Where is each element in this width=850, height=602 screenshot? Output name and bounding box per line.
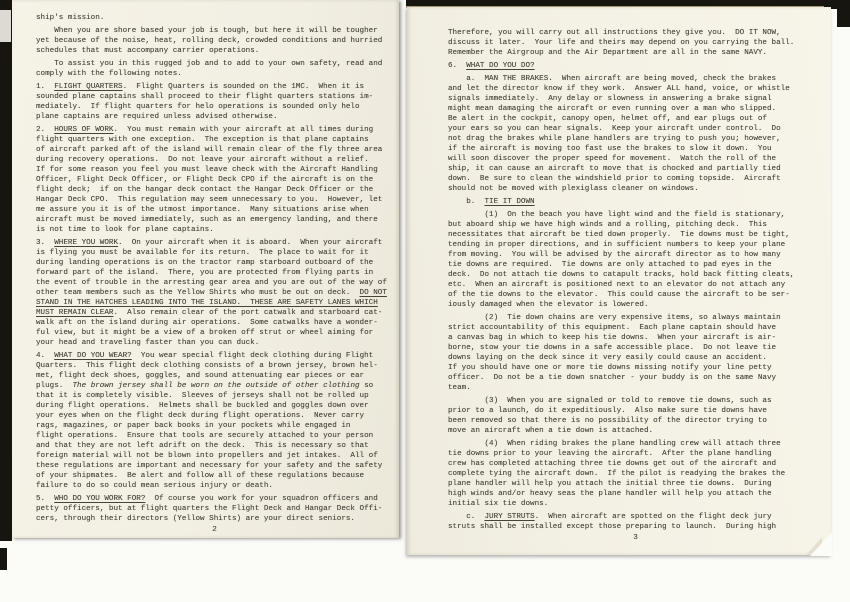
text-line: but aboard ship we have high winds and a rolling, pitching deck. This <box>448 221 767 229</box>
text-line: flight operations. Ensure that tools are securely attached to your person <box>36 432 374 440</box>
underlined-text: DO NOT <box>359 289 387 297</box>
text-line: if the aircraft is moving too fast use the brakes to slow it down. You <box>448 145 772 153</box>
text-line: prior to a launch, do it expeditiously. Also make sure tie downs have <box>448 407 767 415</box>
text-line: these regulations are important and necessary for your safety and the safety <box>36 462 383 470</box>
text-line: If for some reason you feel you must leave check with the Aircraft Handling <box>36 166 378 174</box>
text-line: plane handler will help you attach the initial three tie downs. During <box>448 480 772 488</box>
text-line: etc. When an aircraft is positioned next to an elevator do not attach any <box>448 281 786 289</box>
text-line: 5. WHO DO YOU WORK FOR? Of course you work for your squadron officers and <box>36 495 378 503</box>
page-number: 2 <box>212 526 217 534</box>
text-line: necessitates that aircraft be tied down properly. Tie downs must be tight, <box>448 231 790 239</box>
text-line: plane captains are required unless advised otherwise. <box>36 113 278 121</box>
text-line: and that they are not left adrift on the deck. This is necessary so that <box>36 442 369 450</box>
underlined-text: MUST REMAIN CLEAR <box>36 309 114 317</box>
underlined-text: WHAT DO YOU DO? <box>466 62 535 70</box>
text-line: tending in proper directions, and in sufficient numbers to keep your plane <box>448 241 786 249</box>
text-line: initial six tie downs. <box>448 500 549 508</box>
underlined-text: WHAT DO YOU WEAR? <box>54 352 132 360</box>
text-line: 2. HOURS OF WORK. You must remain with your aircraft at all times during <box>36 126 374 134</box>
scan-edge-left-notch <box>0 10 11 42</box>
text-line: cers, through their directors (Yellow Shirts) are your direct seniors. <box>36 515 355 523</box>
text-line: should not be moved with plexiglass cleaner on windows. <box>448 185 699 193</box>
text-line: from moving. You will be advised by the aircraft director as to how many <box>448 251 781 259</box>
text-line: iously damaged when the elevator is lowered. <box>448 301 649 309</box>
underlined-text: TIE IT DOWN <box>484 198 535 206</box>
text-line: 1. FLIGHT QUARTERS. Flight Quarters is sounded on the 1MC. When it is <box>36 83 365 91</box>
text-line: 6. WHAT DO YOU DO? <box>448 62 535 70</box>
text-line: To assist you in this rugged job and to add to your own safety, read and <box>36 60 383 68</box>
text-line <box>36 298 393 308</box>
text-line: Hangar Deck CPO. This regulation may seem unnecessary to you. However, let <box>36 196 383 204</box>
text-line: might mean damaging the aircraft or even running over a man who slipped. <box>448 105 777 113</box>
underlined-text: WHO DO YOU WORK FOR? <box>54 495 146 503</box>
text-line: other team members such as the Yellow Shirts who must be out on deck. DO NOT <box>36 289 387 297</box>
left-page-text <box>36 13 393 535</box>
text-line: ship's mission. <box>36 14 105 22</box>
text-line: Officer, Flight Deck Officer, or Flight Deck CPO if the aircraft is on the <box>36 176 374 184</box>
underlined-text: WHERE YOU WORK <box>54 239 119 247</box>
text-line: during landing operations is on the tractor ramp starboard outboard of the <box>36 259 374 267</box>
text-line: a. MAN THE BRAKES. When aircraft are being moved, check the brakes <box>448 75 777 83</box>
text-line: b. TIE IT DOWN <box>448 198 535 206</box>
text-line: crew has completed attaching three tie downs get out of the aircraft and <box>448 460 777 468</box>
text-line: downs laying on the deck since it very easily could cause an accident. <box>448 354 767 362</box>
text-line: signals immediately. Any delay or slowness in answering a brake signal <box>448 95 772 103</box>
text-line: will soon discover the proper speed for movement. Watch the roll of the <box>448 155 777 163</box>
underlined-text: FLIGHT QUARTERS <box>54 83 123 91</box>
right-page-text <box>448 28 823 543</box>
text-line: that it is completely visible. Sleeves of jerseys shall not be rolled up <box>36 392 369 400</box>
italic-text: The brown jersey shall be worn on the outside of other clothing <box>72 382 360 390</box>
text-line: been removed so that there is no possibility of the director trying to <box>448 417 767 425</box>
text-line: strict accountability of this equipment. Each plane captain should have <box>448 324 777 332</box>
text-line: MUST REMAIN CLEAR. Also remain clear of the port catwalk and starboard cat- <box>36 309 383 317</box>
text-line: walk aft on the island during air operations. Some catwalks have a wonder- <box>36 319 378 327</box>
text-line: high winds and/or heavy seas the plane handler will help you attach the <box>448 490 772 498</box>
text-line: ful view, but it might be a view of a broken off strut or wheel aiming for <box>36 329 374 337</box>
underlined-text: JURY STRUTS <box>484 513 535 521</box>
text-line: a canvas bag in which to keep his tie downs. When your aircraft is air- <box>448 334 777 342</box>
text-line: If you should have one or more tie downs missing notify your line petty <box>448 364 772 372</box>
text-line: 4. WHAT DO YOU WEAR? You wear special flight deck clothing during Flight <box>36 352 374 360</box>
text-line: your eyes when on the flight deck during flight operations. Never carry <box>36 412 365 420</box>
text-line: and let the director know if they work. Answer ALL hand, voice, or whistle <box>448 85 790 93</box>
text-line: your ears so you can hear signals. Keep your aircraft under control. Do <box>448 125 781 133</box>
text-line: flight deck; if on the hangar deck contact the Hangar Deck Officer or the <box>36 186 374 194</box>
scan-edge-bottom-mark <box>0 548 7 570</box>
text-line: during flight operations. Helmets shall be buckled and goggles down over <box>36 402 369 410</box>
text-line: not drag the brakes while plane handlers are trying to push you; however, <box>448 135 781 143</box>
text-line: during recovery operations. Do not leave your aircraft without a relief. <box>36 156 369 164</box>
text-line: struts shall be installed except those preparing to launch. During high <box>448 523 777 531</box>
text-line: ship, it can cause an aircraft to move that is chocked and partially tied <box>448 165 781 173</box>
underlined-text: HOURS OF WORK <box>54 126 114 134</box>
text-line: discuss it later. Your life and theirs may depend on you carrying the ball. <box>448 39 795 47</box>
text-line: met, flight deck shoes, goggles, and sound attenuating ear pieces or ear <box>36 372 365 380</box>
underlined-text: STAND IN THE HATCHES LEADING INTO THE ISLAND. THESE ARE SAFETY LANES WHICH <box>36 299 378 307</box>
text-line: (1) On the beach you have light wind and the field is stationary, <box>448 211 786 219</box>
text-line: the event of trouble in the arresting gear area and you are out of the way of <box>36 279 387 287</box>
text-line: mediately. If flight quarters for helo operations is sounded only helo <box>36 103 360 111</box>
text-line: plugs. The brown jersey shall be worn on the outside of other clothing so <box>36 382 374 390</box>
page-number: 3 <box>633 534 638 542</box>
text-line: tie downs are required. Tie downs are only attached to pad eyes in the <box>448 261 772 269</box>
text-line: is not time to look for plane captains. <box>36 226 214 234</box>
text-line: sounded plane captains shall proceed to their flight quarters stations im- <box>36 93 374 101</box>
text-line: of the tie downs to the elevator. This could cause the aircraft to be ser- <box>448 291 790 299</box>
scan-edge-corner <box>837 0 850 27</box>
text-line: petty officers, but at flight quarters the Flight Deck and Hangar Deck Offi- <box>36 505 383 513</box>
text-line: of your shipmates. Be alert and follow all of these regulations because <box>36 472 365 480</box>
text-line: c. JURY STRUTS. When aircraft are spotted on the flight deck jury <box>448 513 772 521</box>
text-line: of aircraft parked aft of the island will remain clear of the fly three area <box>36 146 383 154</box>
text-line: schedules that must accompany carrier operations. <box>36 47 260 55</box>
text-line: deck. Do not attach tie downs to catapult tracks, hold back fitting cleats, <box>448 271 795 279</box>
text-line: yet because of the noise, heat, rolling deck, crowded conditions and hurried <box>36 37 383 45</box>
text-line: Quarters. This flight deck clothing consists of a brown jersey, brown hel- <box>36 362 378 370</box>
text-line: foreign material will not be blown into propellers and jet intakes. All of <box>36 452 378 460</box>
text-line: complete tying the aircraft down. If the pilot is readying the brakes the <box>448 470 786 478</box>
text-line: aircraft must be moved immediately, such as an emergency landing, and there <box>36 216 378 224</box>
text-line: (2) Tie down chains are very expensive items, so always maintain <box>448 314 781 322</box>
text-line: (4) When riding brakes the plane handling crew will attach three <box>448 440 781 448</box>
scan-edge-left <box>0 0 12 541</box>
text-line: is flying you must be available for its return. The place to wait for it <box>36 249 369 257</box>
text-line: Remember the Airgroup and the Air Department are all in the same NAVY. <box>448 49 767 57</box>
right-page <box>407 7 831 555</box>
text-line: tie downs prior to your leaving the aircraft. After the plane handling <box>448 450 772 458</box>
text-line: failure to do so could mean serious injury or death. <box>36 482 273 490</box>
text-line: officer. Do not be a tie down snatcher - your buddy is on the same Navy <box>448 374 777 382</box>
text-line: down. Be sure to clean the windshield prior to coming topside. Aircraft <box>448 175 781 183</box>
text-line: Therefore, you will carry out all instructions they give you. DO IT NOW, <box>448 29 781 37</box>
text-line: team. <box>448 384 471 392</box>
text-line: rags, magazines, or paper back books in your pockets while engaged in <box>36 422 351 430</box>
text-line: flight quarters with one exception. The exception is that plane captains <box>36 136 369 144</box>
text-line: me assure you it is of the utmost importance. Many situations arise when <box>36 206 369 214</box>
text-line: (3) When you are signaled or told to remove tie downs, such as <box>448 397 772 405</box>
text-line: 3. WHERE YOU WORK. On your aircraft when it is aboard. When your aircraft <box>36 239 383 247</box>
text-line: Be alert in the cockpit, canopy open, helmet off, and ear plugs out of <box>448 115 767 123</box>
text-line: borne, stow your tie downs in a safe accessible place. Do not leave tie <box>448 344 777 352</box>
left-page <box>12 0 399 538</box>
page-corner-fold-cut <box>810 532 832 556</box>
text-line: your head and traveling faster than you can duck. <box>36 339 260 347</box>
text-line: move an aircraft when a tie down is attached. <box>448 427 654 435</box>
text-line: comply with the following notes. <box>36 70 182 78</box>
text-line: forward part of the island. There, you are protected from flying parts in <box>36 269 374 277</box>
text-line: When you are shore based your job is tough, but here it will be tougher <box>36 27 378 35</box>
